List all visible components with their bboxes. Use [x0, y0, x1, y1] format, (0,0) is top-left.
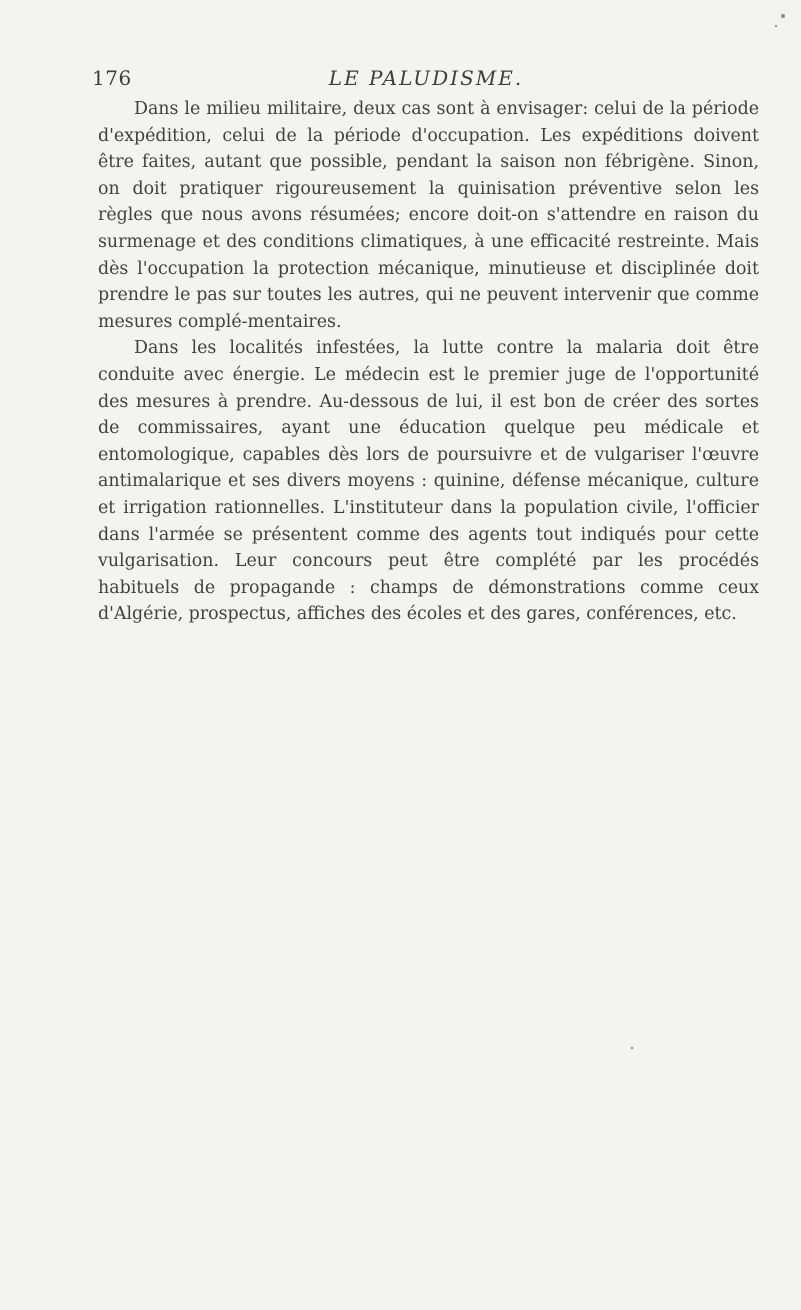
page-number: 176: [92, 66, 132, 90]
paper-speck: [775, 25, 777, 27]
paragraph-military: Dans le milieu militaire, deux cas sont à envisager: celui de la période d'expédition, celui de la période d'occupation. Les expéditions doivent être faites, autant que possible, pendant la saison non fébrigène. Sinon, on doit pratiquer rigoureusement la quinisation préventive selon les règles que nous avons résumées; encore doit-on s'attendre en raison du surmenage et des conditions climatiques, à une efficacité restreinte. Mais dès l'occupation la protection mécanique, minutieuse et disciplinée doit prendre le pas sur toutes les autres, qui ne peuvent intervenir que comme mesures complé-mentaires.: [98, 99, 759, 332]
running-title: LE PALUDISME.: [328, 66, 524, 90]
paper-speck: [631, 1047, 634, 1050]
paragraph-localities: Dans les localités infestées, la lutte contre la malaria doit être conduite avec énergie. Le médecin est le premier juge de l'opportunité des mesures à prendre. Au-dessous de lui, il est bon de créer des sortes de commissaires, ayant une éducation quelque peu médicale et entomologique, capables dès lors de poursuivre et de vulgariser l'œuvre antimalarique et ses divers moyens : quinine, défense mécanique, culture et irrigation rationnelles. L'instituteur dans la population civile, l'officier dans l'armée se présentent comme des agents tout indiqués pour cette vulgarisation. Leur concours peut être complété par les procédés habituels de propagande : champs de démonstrations comme ceux d'Algérie, prospectus, affiches des écoles et des gares, conférences, etc.: [98, 338, 759, 625]
paper-speck: [781, 14, 785, 18]
